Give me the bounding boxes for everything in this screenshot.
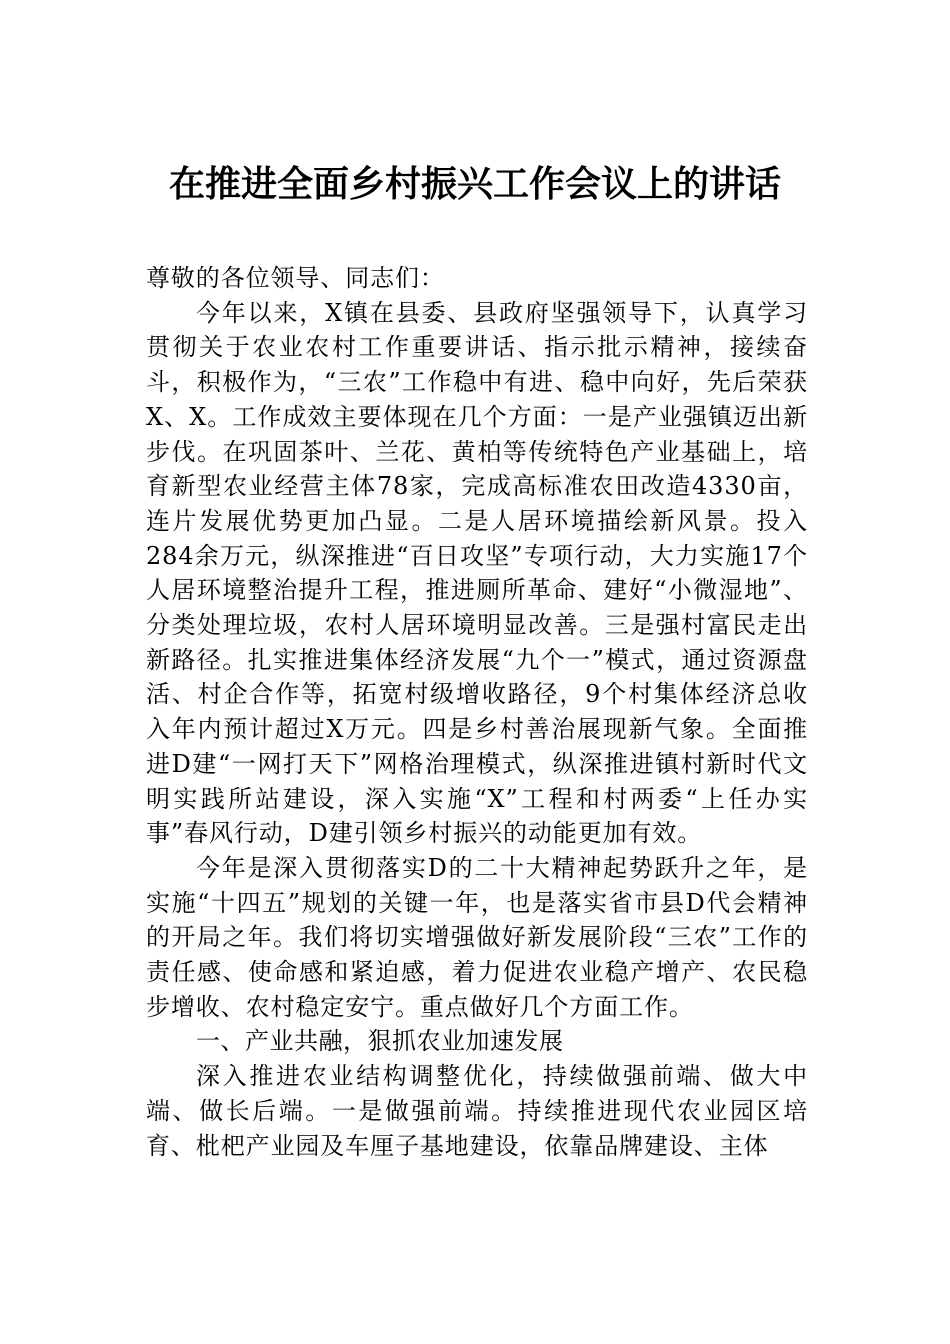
salutation: 尊敬的各位领导、同志们： <box>146 264 445 292</box>
paragraph-plans: 今年是深入贯彻落实D的二十大精神起势跃升之年，是实施“十四五”规划的关键一年，也是落实省市县D代会精神的开局之年。我们将切实增强做好新发展阶段“三农”工作的责任感、使命感和紧迫感，着力促进农业稳产增产、农民稳步增收、农村稳定安宁。重点做好几个方面工作。 <box>146 853 808 1021</box>
paragraph-achievements: 今年以来，X镇在县委、县政府坚强领导下，认真学习贯彻关于农业农村工作重要讲话、指示批示精神，接续奋斗，积极作为，“三农”工作稳中有进、稳中向好，先后荣获X、X。工作成效主要体现在几个方面：一是产业强镇迈出新步伐。在巩固茶叶、兰花、黄柏等传统特色产业基础上，培育新型农业经营主体78家，完成高标准农田改造4330亩，连片发展优势更加凸显。二是人居环境描绘新风景。投入284余万元，纵深推进“百日攻坚”专项行动，大力实施17个人居环境整治提升工程，推进厕所革命、建好“小微湿地”、分类处理垃圾，农村人居环境明显改善。三是强村富民走出新路径。扎实推进集体经济发展“九个一”模式，通过资源盘活、村企合作等，拓宽村级增收路径，9个村集体经济总收入年内预计超过X万元。四是乡村善治展现新气象。全面推进D建“一网打天下”网格治理模式，纵深推进镇村新时代文明实践所站建设，深入实施“X”工程和村两委“上任办实事”春风行动，D建引领乡村振兴的动能更加有效。 <box>146 298 808 848</box>
document-body <box>146 261 808 1163</box>
paragraph-section-one: 深入推进农业结构调整优化，持续做强前端、做大中端、做长后端。一是做强前端。持续推进现代农业园区培育、枇杷产业园及车厘子基地建设，依靠品牌建设、主体 <box>146 1062 808 1160</box>
document-title: 在推进全面乡村振兴工作会议上的讲话 <box>168 163 781 205</box>
section-heading: 一、产业共融，狠抓农业加速发展 <box>196 1027 564 1056</box>
